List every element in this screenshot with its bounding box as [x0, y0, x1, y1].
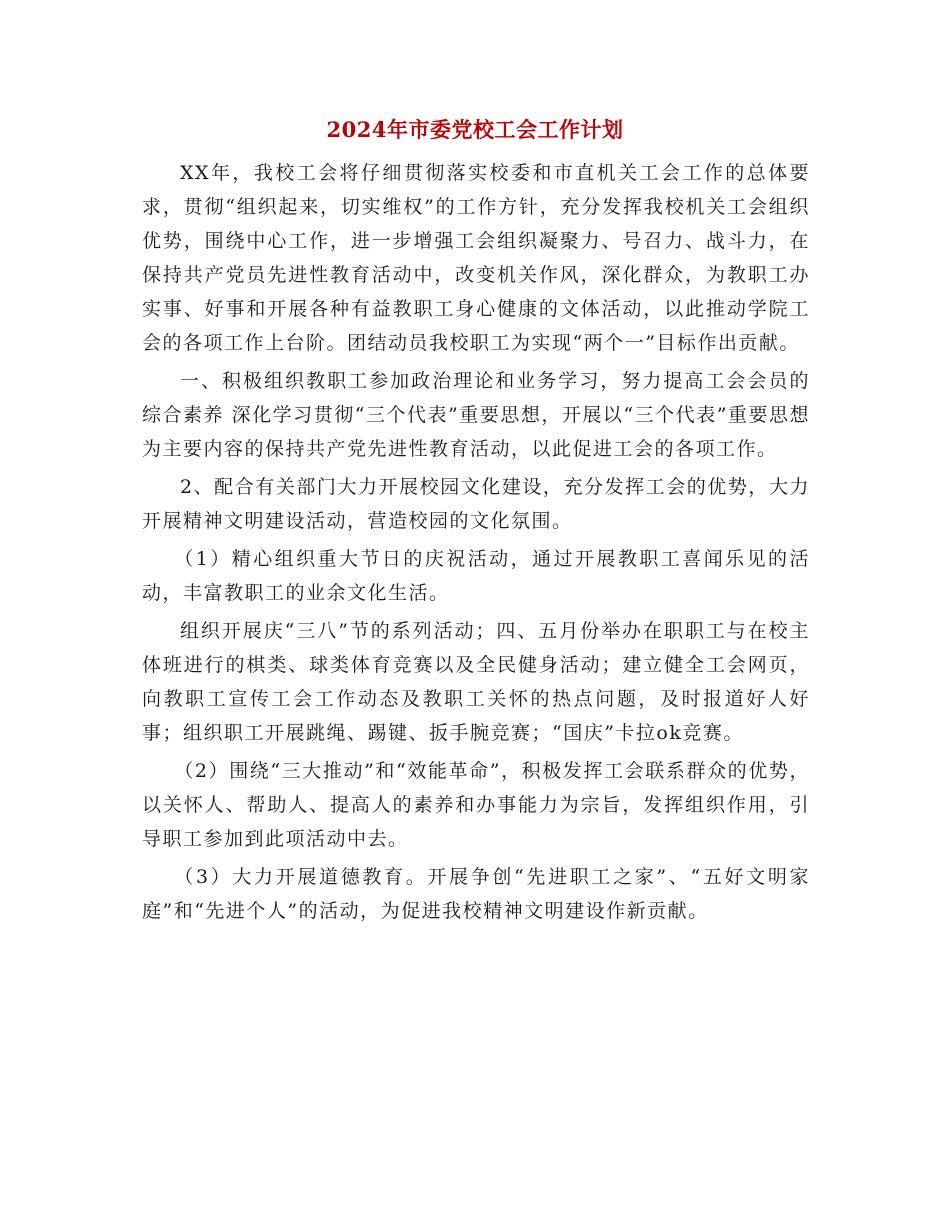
document-body	[142, 156, 810, 932]
document-title: 2024年市委党校工会工作计划	[326, 117, 624, 142]
paragraph-section-1: 一、积极组织教职工参加政治理论和业务学习，努力提高工会会员的综合素养 深化学习贯彻“三个代表”重要思想，开展以“三个代表”重要思想为主要内容的保持共产党先进性教育活动，以此促进工会的各项工作。	[142, 370, 810, 460]
paragraph-item-1: （1）精心组织重大节日的庆祝活动，通过开展教职工喜闻乐见的活动，丰富教职工的业余文化生活。	[142, 548, 810, 604]
paragraph-activities: 组织开展庆“三八”节的系列活动；四、五月份举办在职职工与在校主体班进行的棋类、球类体育竞赛以及全民健身活动；建立健全工会网页，向教职工宣传工会工作动态及教职工关怀的热点问题，及时报道好人好事；组织职工开展跳绳、踢键、扳手腕竞赛；“国庆”卡拉ok竞赛。	[142, 620, 810, 744]
paragraph-intro: XX年，我校工会将仔细贯彻落实校委和市直机关工会工作的总体要求，贯彻“组织起来，切实维权”的工作方针，充分发挥我校机关工会组织优势，围绕中心工作，进一步增强工会组织凝聚力、号召力、战斗力，在保持共产党员先进性教育活动中，改变机关作风，深化群众，为教职工办实事、好事和开展各种有益教职工身心健康的文体活动，以此推动学院工会的各项工作上台阶。团结动员我校职工为实现“两个一”目标作出贡献。	[142, 162, 810, 354]
paragraph-item-2: （2）围绕“三大推动”和“效能革命”，积极发挥工会联系群众的优势，以关怀人、帮助人、提高人的素养和办事能力为宗旨，发挥组织作用，引导职工参加到此项活动中去。	[142, 760, 810, 850]
paragraph-item-3: （3）大力开展道德教育。开展争创“先进职工之家”、“五好文明家庭”和“先进个人”的活动，为促进我校精神文明建设作新贡献。	[142, 866, 810, 922]
paragraph-section-2: 2、配合有关部门大力开展校园文化建设，充分发挥工会的优势，大力开展精神文明建设活动，营造校园的文化氛围。	[142, 476, 810, 532]
